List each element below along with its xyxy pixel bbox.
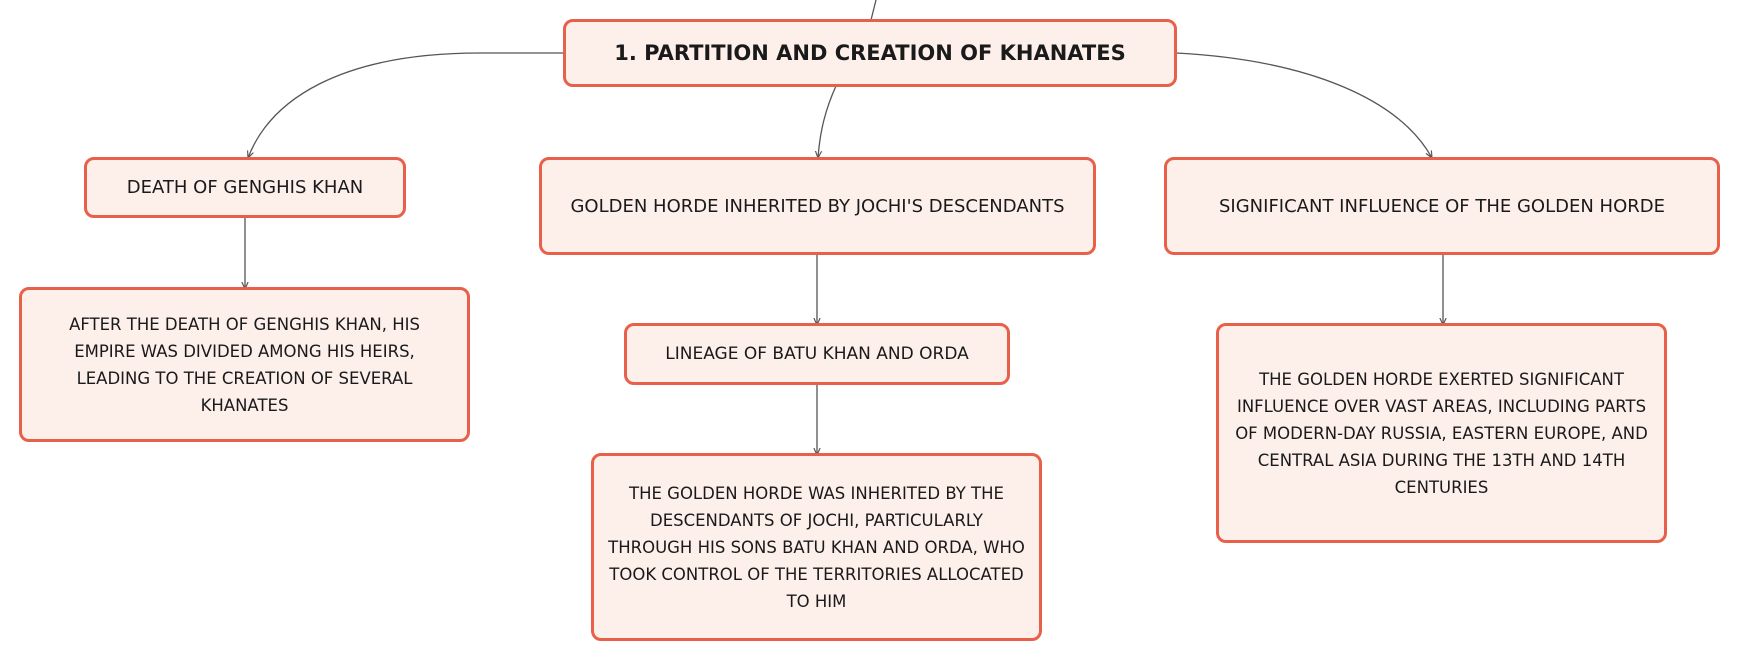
branch-node-significant-influence[interactable] [1164,157,1720,255]
detail-text-significant-influence: THE GOLDEN HORDE EXERTED SIGNIFICANT INFLUENCE OVER VAST AREAS, INCLUDING PARTS OF MODERN-DAY RUSSIA, EASTERN EUROPE, AND CENTRAL ASIA DURING THE 13TH AND 14TH CENTURIES [1235,369,1648,497]
connector-parent-to-root [871,0,876,20]
connector-root-to-death-of-genghis-khan [248,53,563,158]
subtopic-label-lineage-batu-orda: LINEAGE OF BATU KHAN AND ORDA [665,344,969,364]
connector-root-to-golden-horde-inherited [818,86,836,158]
branch-label-significant-influence: SIGNIFICANT INFLUENCE OF THE GOLDEN HORDE [1219,195,1665,217]
root-topic-node[interactable] [563,19,1177,87]
detail-text-death-of-genghis-khan: AFTER THE DEATH OF GENGHIS KHAN, HIS EMPIRE WAS DIVIDED AMONG HIS HEIRS, LEADING TO THE CREATION OF SEVERAL KHANATES [69,314,420,415]
subtopic-node-lineage-batu-orda[interactable] [624,323,1010,385]
branch-node-death-of-genghis-khan[interactable] [84,157,406,218]
branch-label-golden-horde-inherited: GOLDEN HORDE INHERITED BY JOCHI'S DESCENDANTS [570,195,1065,217]
detail-node-significant-influence[interactable] [1216,323,1667,543]
connector-root-to-significant-influence [1176,53,1432,158]
detail-node-death-of-genghis-khan[interactable] [19,287,470,442]
detail-text-golden-horde-inherited: THE GOLDEN HORDE WAS INHERITED BY THE DESCENDANTS OF JOCHI, PARTICULARLY THROUGH HIS SONS BATU KHAN AND ORDA, WHO TOOK CONTROL OF THE TERRITORIES ALLOCATED TO HIM [608,483,1025,611]
detail-node-golden-horde-inherited[interactable] [591,453,1042,641]
branch-label-death-of-genghis-khan: DEATH OF GENGHIS KHAN [126,177,364,198]
branch-node-golden-horde-inherited[interactable] [539,157,1096,255]
root-topic-label: 1. PARTITION AND CREATION OF KHANATES [614,41,1126,65]
